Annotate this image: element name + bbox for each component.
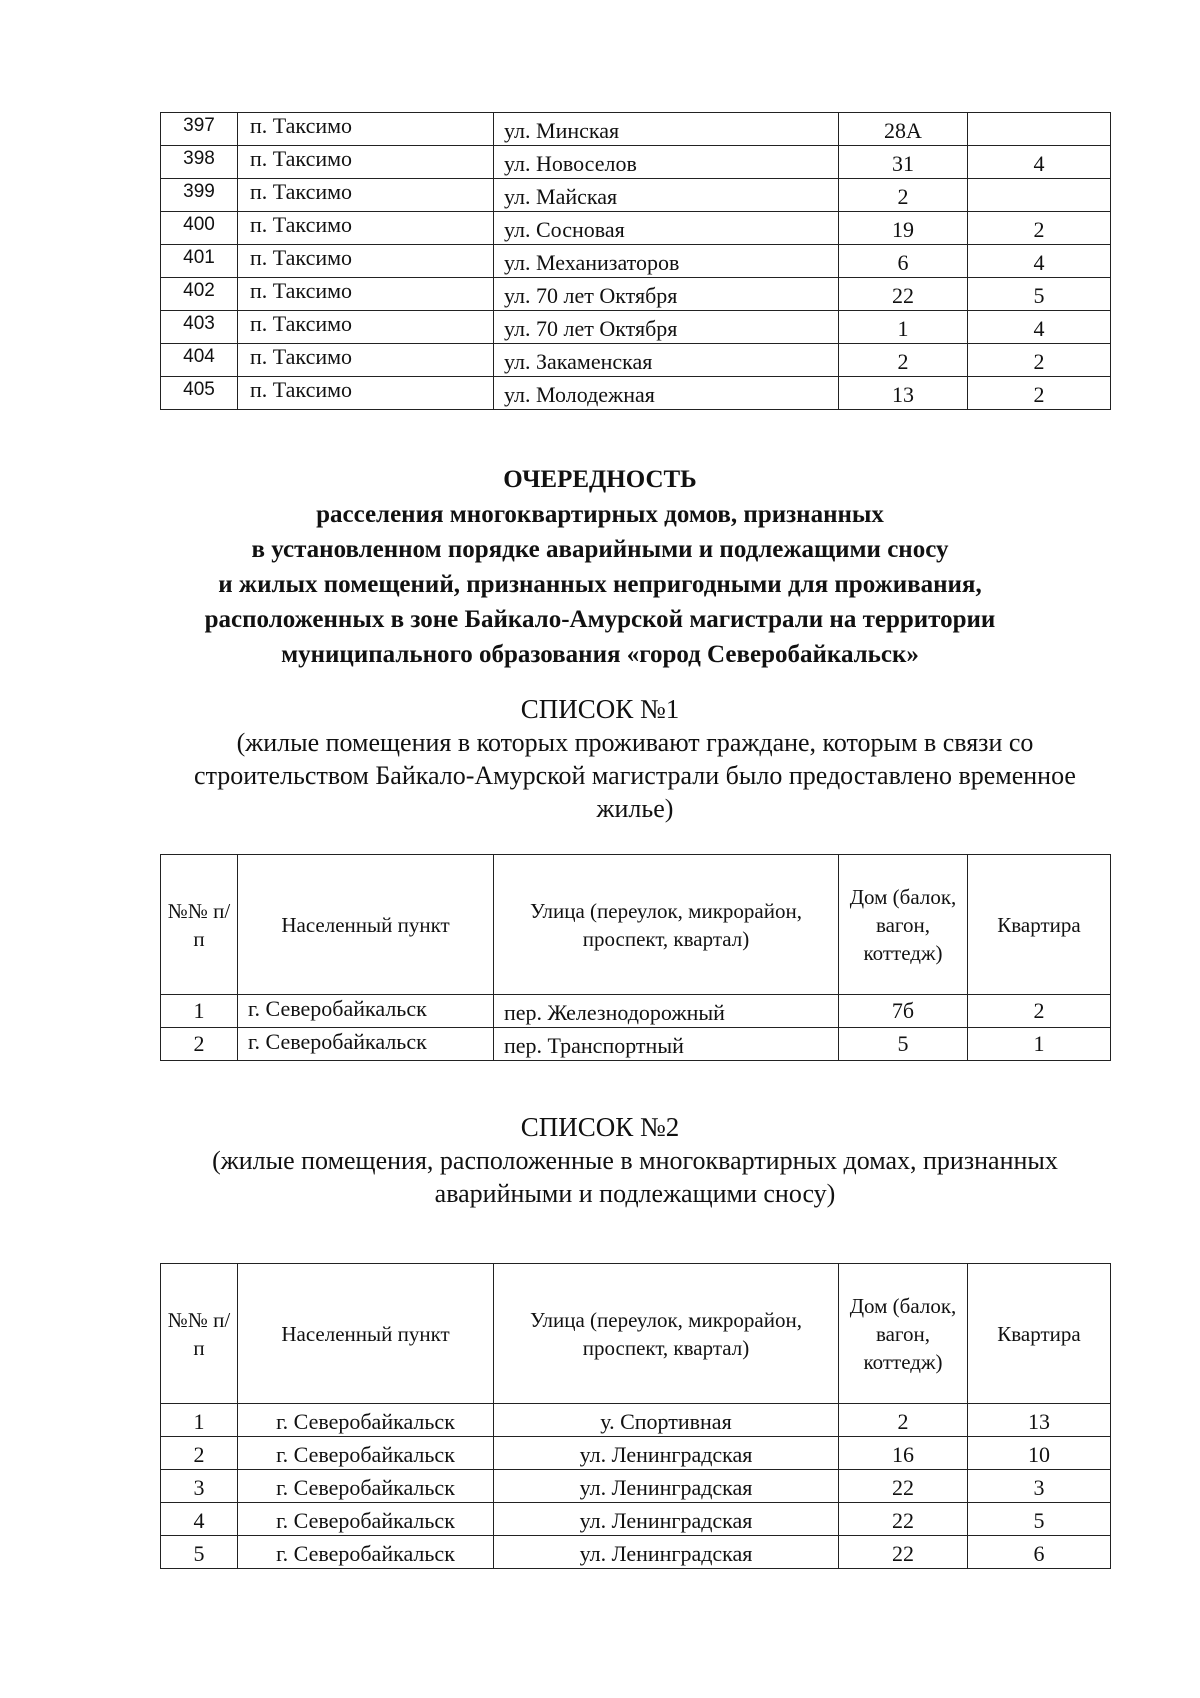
table-header-row <box>161 855 1111 995</box>
table-row <box>161 1536 1111 1569</box>
table-row <box>161 995 1111 1028</box>
house-cell: 16 <box>839 1437 968 1470</box>
table-row <box>161 113 1111 146</box>
header-apartment: Квартира <box>968 1264 1111 1404</box>
house-cell: 13 <box>839 377 968 410</box>
locality-cell: г. Северобайкальск <box>238 1404 494 1437</box>
row-number: 398 <box>161 146 238 179</box>
row-number: 399 <box>161 179 238 212</box>
table-row <box>161 344 1111 377</box>
locality-cell: п. Таксимо <box>238 146 494 179</box>
locality-cell: г. Северобайкальск <box>238 1503 494 1536</box>
apartment-cell: 13 <box>968 1404 1111 1437</box>
street-cell: пер. Транспортный <box>494 1028 839 1061</box>
house-cell: 1 <box>839 311 968 344</box>
row-number: 404 <box>161 344 238 377</box>
house-cell: 22 <box>839 1536 968 1569</box>
header-locality: Населенный пункт <box>238 1264 494 1404</box>
row-number: 1 <box>161 995 238 1028</box>
list2-title: СПИСОК №2 <box>520 1112 680 1142</box>
house-cell: 28А <box>839 113 968 146</box>
apartment-cell: 3 <box>968 1470 1111 1503</box>
list1-title: СПИСОК №1 <box>520 694 680 724</box>
title-line: в установленном порядке аварийными и подлежащими сносу <box>251 536 949 563</box>
title-line: ОЧЕРЕДНОСТЬ <box>503 466 697 493</box>
locality-cell: п. Таксимо <box>238 278 494 311</box>
street-cell: ул. Механизаторов <box>494 245 839 278</box>
title-line: расселения многоквартирных домов, признанных <box>316 501 884 528</box>
table-row <box>161 1437 1111 1470</box>
house-cell: 2 <box>839 1404 968 1437</box>
document-title <box>100 462 1100 672</box>
locality-cell: г. Северобайкальск <box>238 995 494 1028</box>
row-number: 4 <box>161 1503 238 1536</box>
row-number: 2 <box>161 1028 238 1061</box>
table-row <box>161 278 1111 311</box>
locality-cell: г. Северобайкальск <box>238 1028 494 1061</box>
street-cell: пер. Железнодорожный <box>494 995 839 1028</box>
row-number: 400 <box>161 212 238 245</box>
house-cell: 2 <box>839 344 968 377</box>
apartment-cell: 5 <box>968 278 1111 311</box>
apartment-cell: 2 <box>968 212 1111 245</box>
row-number: 405 <box>161 377 238 410</box>
street-cell: ул. Сосновая <box>494 212 839 245</box>
locality-cell: п. Таксимо <box>238 245 494 278</box>
apartment-cell <box>968 113 1111 146</box>
header-house: Дом (балок, вагон, коттедж) <box>839 855 968 995</box>
locality-cell: п. Таксимо <box>238 311 494 344</box>
list2-table <box>160 1263 1111 1569</box>
locality-cell: п. Таксимо <box>238 344 494 377</box>
street-cell: ул. Ленинградская <box>494 1503 839 1536</box>
row-number: 5 <box>161 1536 238 1569</box>
street-cell: ул. Минская <box>494 113 839 146</box>
header-house: Дом (балок, вагон, коттедж) <box>839 1264 968 1404</box>
locality-cell: п. Таксимо <box>238 113 494 146</box>
row-number: 3 <box>161 1470 238 1503</box>
table-row <box>161 1028 1111 1061</box>
street-cell: у. Спортивная <box>494 1404 839 1437</box>
housing-table-continued <box>160 112 1111 410</box>
header-locality: Населенный пункт <box>238 855 494 995</box>
street-cell: ул. Молодежная <box>494 377 839 410</box>
apartment-cell: 1 <box>968 1028 1111 1061</box>
locality-cell: п. Таксимо <box>238 377 494 410</box>
apartment-cell: 4 <box>968 146 1111 179</box>
house-cell: 22 <box>839 1503 968 1536</box>
table-row <box>161 1404 1111 1437</box>
locality-cell: г. Северобайкальск <box>238 1470 494 1503</box>
header-apartment: Квартира <box>968 855 1111 995</box>
apartment-cell: 5 <box>968 1503 1111 1536</box>
house-cell: 7б <box>839 995 968 1028</box>
list1-description: (жилые помещения в которых проживают граждане, которым в связи со строительством Байкало-Амурской магистрали было предоставлено временное жилье) <box>194 728 1076 823</box>
house-cell: 19 <box>839 212 968 245</box>
row-number: 1 <box>161 1404 238 1437</box>
apartment-cell <box>968 179 1111 212</box>
house-cell: 22 <box>839 278 968 311</box>
apartment-cell: 6 <box>968 1536 1111 1569</box>
table-row <box>161 179 1111 212</box>
house-cell: 22 <box>839 1470 968 1503</box>
locality-cell: г. Северобайкальск <box>238 1437 494 1470</box>
table-row <box>161 311 1111 344</box>
apartment-cell: 4 <box>968 311 1111 344</box>
street-cell: ул. Ленинградская <box>494 1470 839 1503</box>
street-cell: ул. 70 лет Октября <box>494 311 839 344</box>
table-row <box>161 1503 1111 1536</box>
list2-description: (жилые помещения, расположенные в многоквартирных домах, признанных аварийными и подлежащими сносу) <box>212 1146 1058 1208</box>
street-cell: ул. Ленинградская <box>494 1536 839 1569</box>
house-cell: 6 <box>839 245 968 278</box>
apartment-cell: 4 <box>968 245 1111 278</box>
table-row <box>161 146 1111 179</box>
header-street: Улица (переулок, микрорайон, проспект, квартал) <box>494 1264 839 1404</box>
row-number: 402 <box>161 278 238 311</box>
street-cell: ул. 70 лет Октября <box>494 278 839 311</box>
locality-cell: г. Северобайкальск <box>238 1536 494 1569</box>
row-number: 403 <box>161 311 238 344</box>
header-num: №№ п/п <box>161 855 238 995</box>
header-street: Улица (переулок, микрорайон, проспект, квартал) <box>494 855 839 995</box>
table-row <box>161 245 1111 278</box>
list1-table <box>160 854 1111 1061</box>
row-number: 2 <box>161 1437 238 1470</box>
locality-cell: п. Таксимо <box>238 212 494 245</box>
table-row <box>161 212 1111 245</box>
house-cell: 5 <box>839 1028 968 1061</box>
apartment-cell: 2 <box>968 377 1111 410</box>
street-cell: ул. Закаменская <box>494 344 839 377</box>
header-num: №№ п/п <box>161 1264 238 1404</box>
table-row <box>161 1470 1111 1503</box>
row-number: 397 <box>161 113 238 146</box>
locality-cell: п. Таксимо <box>238 179 494 212</box>
table-row <box>161 377 1111 410</box>
house-cell: 2 <box>839 179 968 212</box>
street-cell: ул. Новоселов <box>494 146 839 179</box>
street-cell: ул. Ленинградская <box>494 1437 839 1470</box>
apartment-cell: 10 <box>968 1437 1111 1470</box>
title-line: и жилых помещений, признанных непригодными для проживания, <box>218 571 982 598</box>
row-number: 401 <box>161 245 238 278</box>
title-line: расположенных в зоне Байкало-Амурской магистрали на территории <box>204 606 996 633</box>
table-header-row <box>161 1264 1111 1404</box>
apartment-cell: 2 <box>968 344 1111 377</box>
house-cell: 31 <box>839 146 968 179</box>
apartment-cell: 2 <box>968 995 1111 1028</box>
street-cell: ул. Майская <box>494 179 839 212</box>
title-line: муниципального образования «город Северобайкальск» <box>281 641 919 668</box>
